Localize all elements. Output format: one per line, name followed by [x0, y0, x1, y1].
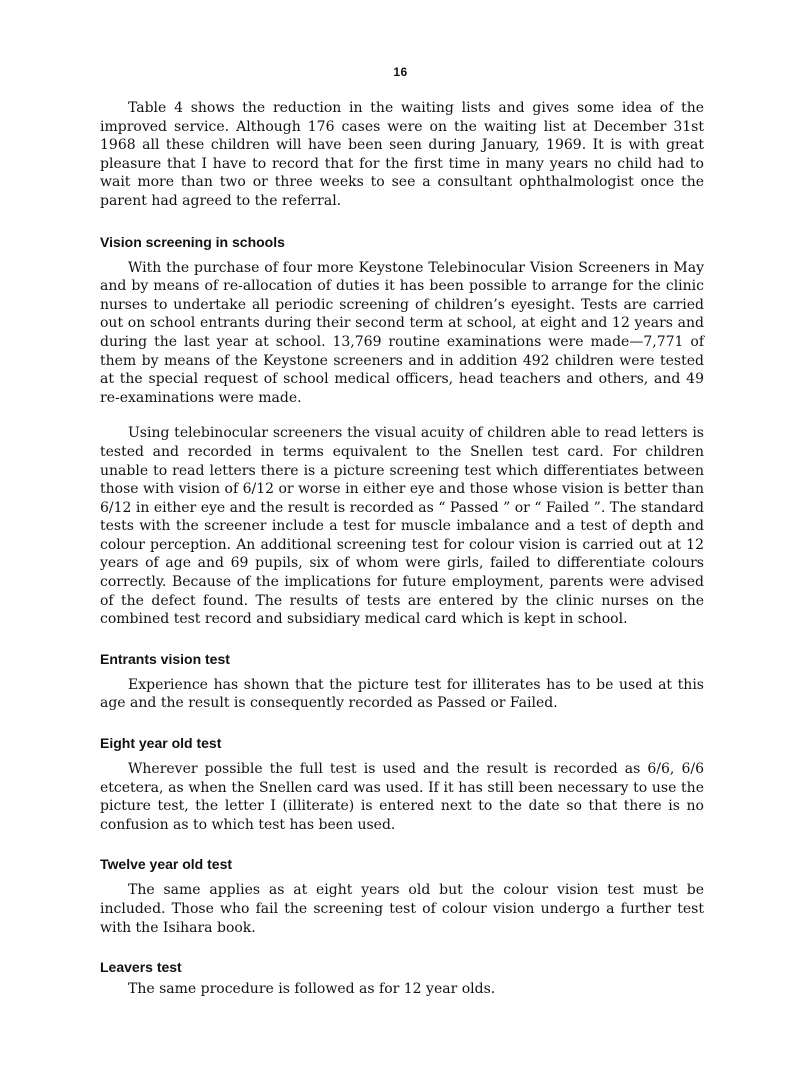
section-eight-year-test: [100, 734, 704, 834]
section-heading: Leavers test: [100, 959, 182, 976]
intro-paragraph: Table 4 shows the reduction in the waiting lists and gives some idea of the improved service. Although 176 cases were on the waiting list at December 31st 1968 all these children will have been seen during January, 1969. It is with great pleasure that I have to record that for the first time in many years no child had to wait more than two or three weeks to see a consultant ophthalmologist once the parent had agreed to the referral.: [100, 100, 704, 209]
section-paragraph: The same procedure is followed as for 12 year olds.: [128, 981, 496, 998]
section-heading: Twelve year old test: [100, 856, 233, 873]
section-heading: Vision screening in schools: [100, 233, 285, 250]
document-body: [100, 99, 704, 1020]
page-number: 16: [393, 65, 408, 79]
section-entrants-test: [100, 650, 704, 713]
section-twelve-year-test: [100, 855, 704, 937]
section-heading: Entrants vision test: [100, 650, 230, 667]
section-paragraph: With the purchase of four more Keystone Telebinocular Vision Screeners in May and by means of re-allocation of duties it has been possible to arrange for the clinic nurses to undertake all periodic screening of children’s eyesight. Tests are carried out on school entrants during their second term at school, at eight and 12 years and during the last year at school. 13,769 routine examinations were made—7,771 of them by means of the Keystone screeners and in addition 492 children were tested at the special request of school medical officers, head teachers and others, and 49 re-examinations were made.: [100, 259, 704, 406]
section-paragraph: The same applies as at eight years old but the colour vision test must be included. Those who fail the screening test of colour vision undergo a further test with the Isihara book.: [100, 882, 704, 936]
section-paragraph: Using telebinocular screeners the visual acuity of children able to read letters is tested and recorded in terms equivalent to the Snellen test card. For children unable to read letters there is a picture screening test which differentiates between those with vision of 6/12 or worse in either eye and those whose vision is better than 6/12 in either eye and the result is recorded as “ Passed ” or “ Failed ”. The standard tests with the screener include a test for muscle imbalance and a test of depth and colour perception. An additional screening test for colour vision is carried out at 12 years of age and 69 pupils, six of whom were girls, failed to differentiate colours correctly. Because of the implications for future employment, parents were advised of the defect found. The results of tests are entered by the clinic nurses on the combined test record and subsidiary medical card which is kept in school.: [100, 425, 704, 628]
section-heading: Eight year old test: [100, 735, 222, 752]
section-paragraph: Experience has shown that the picture test for illiterates has to be used at this age and the result is consequently recorded as Passed or Failed.: [100, 676, 704, 712]
section-vision-screening: [100, 233, 704, 629]
section-paragraph: Wherever possible the full test is used and the result is recorded as 6/6, 6/6 etcetera, as when the Snellen card was used. If it has still been necessary to use the picture test, the letter I (illiterate) is entered next to the date so that there is no confusion as to which test has been used.: [100, 761, 704, 833]
section-leavers-test: [100, 958, 704, 999]
